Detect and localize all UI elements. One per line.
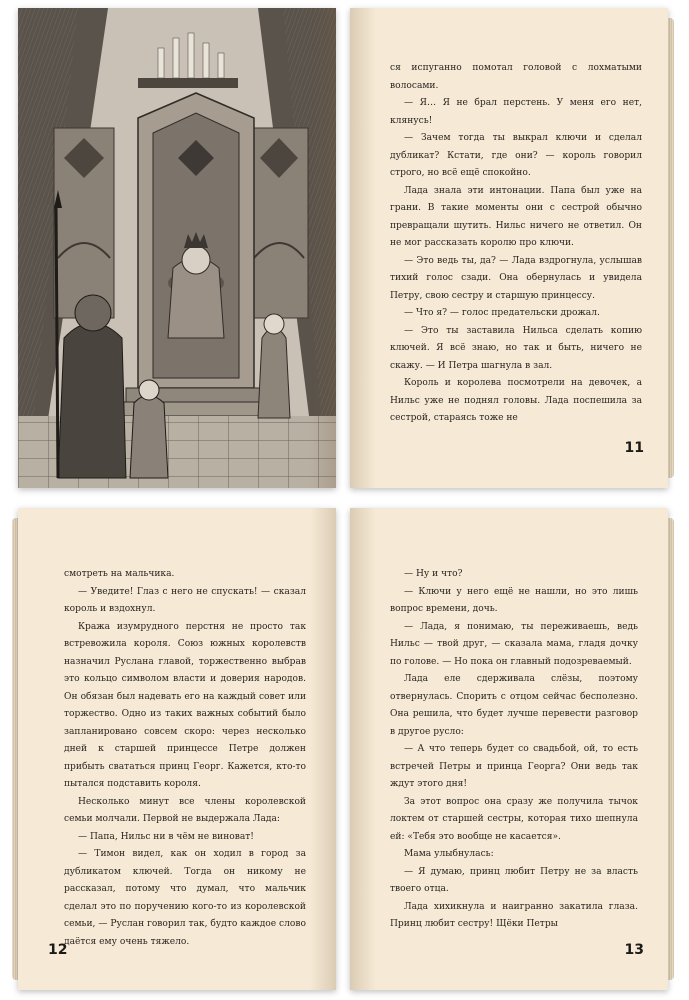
paragraph: Лада хихикнула и наигранно закатила глаза. Принц любит сестру! Щёки Петры: [390, 901, 638, 929]
paragraph: Король и королева посмотрели на девочек, а Нильс уже не поднял головы. Лада поспешила за сестрой, стараясь тоже не: [390, 378, 642, 423]
paragraph: — Я… Я не брал перстень. У меня его нет, клянусь!: [390, 98, 642, 126]
paragraph: — Тимон видел, как он ходил в город за дубликатом ключей. Тогда он никому не рассказал, потому что думал, что мальчик сделал это по поручению кого-то из королевской семьи, — Руслан говорил так, будто каждое слово даётся ему очень тяжело.: [64, 849, 306, 947]
page-13-text: [390, 566, 638, 934]
paragraph: смотреть на мальчика.: [64, 569, 175, 579]
paragraph: — Лада, я понимаю, ты переживаешь, ведь Нильс — твой друг, — сказала мама, гладя дочку по голове. — Но пока он главный подозреваемый.: [390, 621, 638, 667]
paragraph: Лада еле сдерживала слёзы, поэтому отвернулась. Спорить с отцом сейчас бесполезно. Она решила, что будет лучше перевести разговор в другое русло:: [390, 674, 638, 737]
page-12: [18, 508, 336, 990]
paragraph: — Ну и что?: [404, 569, 463, 579]
page-11: [350, 8, 668, 488]
throne-room-illustration: [18, 8, 336, 488]
top-book-spread: [18, 8, 668, 488]
paragraph: — Ключи у него ещё не нашли, но это лишь вопрос времени, дочь.: [390, 586, 638, 614]
paragraph: За этот вопрос она сразу же получила тычок локтем от старшей сестры, которая тихо шепнула ей: «Тебя это вообще не касается».: [390, 796, 638, 842]
paragraph: — Папа, Нильс ни в чём не виноват!: [78, 831, 254, 842]
paragraph: Мама улыбнулась:: [404, 849, 494, 859]
paragraph: — Это ты заставила Нильса сделать копию ключей. Я всё знаю, но так и быть, ничего не скажу. — И Петра шагнула в зал.: [390, 325, 642, 371]
paragraph: — Я думаю, принц любит Петру не за власть твоего отца.: [390, 866, 638, 894]
paragraph: — Уведите! Глаз с него не спускать! — сказал король и вздохнул.: [64, 586, 306, 614]
paragraph: Несколько минут все члены королевской семьи молчали. Первой не выдержала Лада:: [64, 796, 306, 824]
page-13: [350, 508, 668, 990]
illustration-page: [18, 8, 336, 488]
paragraph: — А что теперь будет со свадьбой, ой, то есть встречей Петры и принца Георга? Они ведь так ждут этого дня!: [390, 744, 638, 789]
paragraph: — Это ведь ты, да? — Лада вздрогнула, услышав тихий голос сзади. Она обернулась и увидела Петру, свою сестру и старшую принцессу.: [390, 255, 642, 301]
page-number: 12: [48, 942, 68, 958]
page-11-text: [390, 60, 642, 428]
paragraph: ся испуганно помотал головой с лохматыми волосами.: [390, 63, 642, 91]
paragraph: Лада знала эти интонации. Папа был уже на грани. В такие моменты они с сестрой обычно превращали шутить. Нильс ничего не ответил. Он не мог рассказать королю про ключи.: [390, 185, 642, 248]
paragraph: Кража изумрудного перстня не просто так встревожила короля. Союз южных королевств назначил Руслана главой, торжественно выбрав это кольцо символом власти и доверия народов. Он обязан был надевать его на каждый совет или торжество. Одно из таких важных событий было запланировано совсем скоро: через несколько дней к старшей принцессе Петре должен прибыть свататься принц Георг. Кажется, кто-то пытался подставить короля.: [64, 621, 306, 789]
paragraph: — Что я? — голос предательски дрожал.: [404, 308, 600, 318]
page-number: 11: [624, 440, 644, 456]
bottom-book-spread: [18, 508, 668, 990]
page-number: 13: [624, 942, 644, 958]
page-12-text: [64, 566, 306, 951]
paragraph: — Зачем тогда ты выкрал ключи и сделал дубликат? Кстати, где они? — король говорил строго, но всё ещё спокойно.: [390, 133, 642, 178]
